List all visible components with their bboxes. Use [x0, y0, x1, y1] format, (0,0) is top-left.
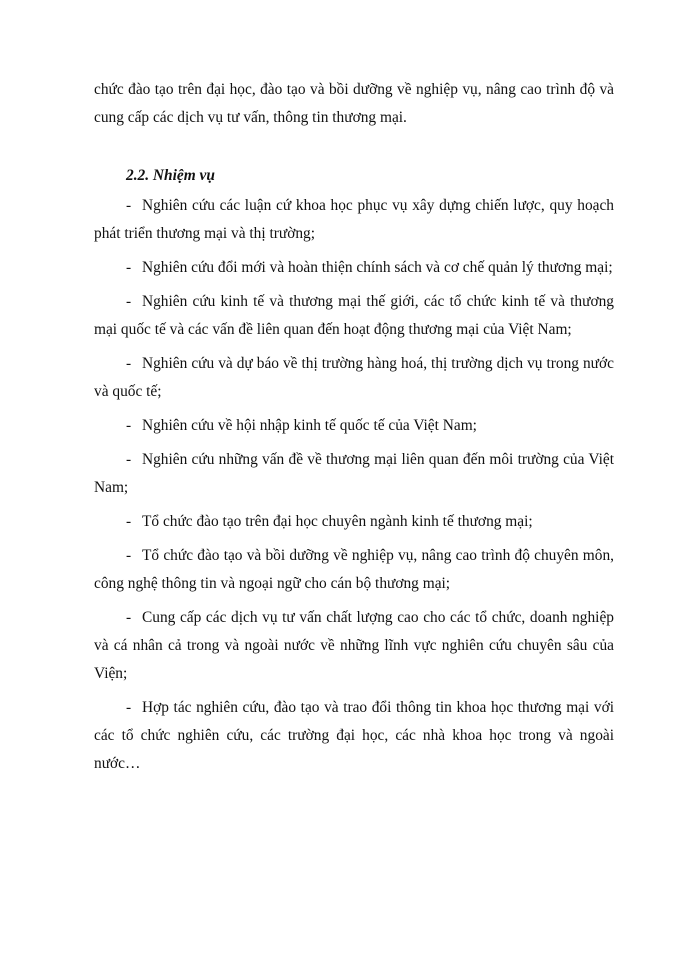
list-item-text: Hợp tác nghiên cứu, đào tạo và trao đổi thông tin khoa học thương mại với các tổ chức nghiên cứu, các trường đại học, các nhà khoa học trong và ngoài nước… [94, 699, 614, 772]
bullet-dash: - [126, 451, 132, 468]
section-heading: 2.2. Nhiệm vụ [126, 167, 215, 184]
list-item-text: Cung cấp các dịch vụ tư vấn chất lượng cao cho các tổ chức, doanh nghiệp và cá nhân cả trong và ngoài nước về những lĩnh vực nghiên cứu chuyên sâu của Viện; [94, 609, 614, 682]
list-item-text: Nghiên cứu về hội nhập kinh tế quốc tế của Việt Nam; [142, 417, 477, 434]
list-item-text: Nghiên cứu các luận cứ khoa học phục vụ xây dựng chiến lược, quy hoạch phát triển thương mại và thị trường; [94, 197, 614, 242]
list-item-text: Nghiên cứu đổi mới và hoàn thiện chính sách và cơ chế quản lý thương mại; [142, 259, 613, 276]
bullet-dash: - [126, 355, 132, 372]
bullet-dash: - [126, 547, 132, 564]
bullet-dash: - [126, 293, 132, 310]
list-item [94, 412, 614, 440]
list-item [94, 604, 614, 688]
list-item-text: Nghiên cứu kinh tế và thương mại thế giới, các tổ chức kinh tế và thương mại quốc tế và các vấn đề liên quan đến hoạt động thương mại của Việt Nam; [94, 293, 614, 338]
bullet-dash: - [126, 197, 132, 214]
bullet-dash: - [126, 699, 132, 716]
intro-paragraph: chức đào tạo trên đại học, đào tạo và bồi dưỡng về nghiệp vụ, nâng cao trình độ và cung cấp các dịch vụ tư vấn, thông tin thương mại. [94, 81, 614, 126]
list-item-text: Nghiên cứu những vấn đề về thương mại liên quan đến môi trường của Việt Nam; [94, 451, 614, 496]
list-item [94, 694, 614, 778]
list-item [94, 508, 614, 536]
list-item [94, 350, 614, 406]
bullet-dash: - [126, 417, 132, 434]
list-item [94, 288, 614, 344]
bullet-dash: - [126, 259, 132, 276]
document-page [94, 76, 614, 784]
bullet-dash: - [126, 609, 132, 626]
bullet-dash: - [126, 513, 132, 530]
list-item [94, 192, 614, 248]
list-item-text: Tổ chức đào tạo trên đại học chuyên ngành kinh tế thương mại; [142, 513, 533, 530]
list-item-text: Nghiên cứu và dự báo về thị trường hàng hoá, thị trường dịch vụ trong nước và quốc tế; [94, 355, 614, 400]
list-item [94, 254, 614, 282]
list-item [94, 446, 614, 502]
list-item-text: Tổ chức đào tạo và bồi dưỡng về nghiệp vụ, nâng cao trình độ chuyên môn, công nghệ thông tin và ngoại ngữ cho cán bộ thương mại; [94, 547, 614, 592]
list-item [94, 542, 614, 598]
